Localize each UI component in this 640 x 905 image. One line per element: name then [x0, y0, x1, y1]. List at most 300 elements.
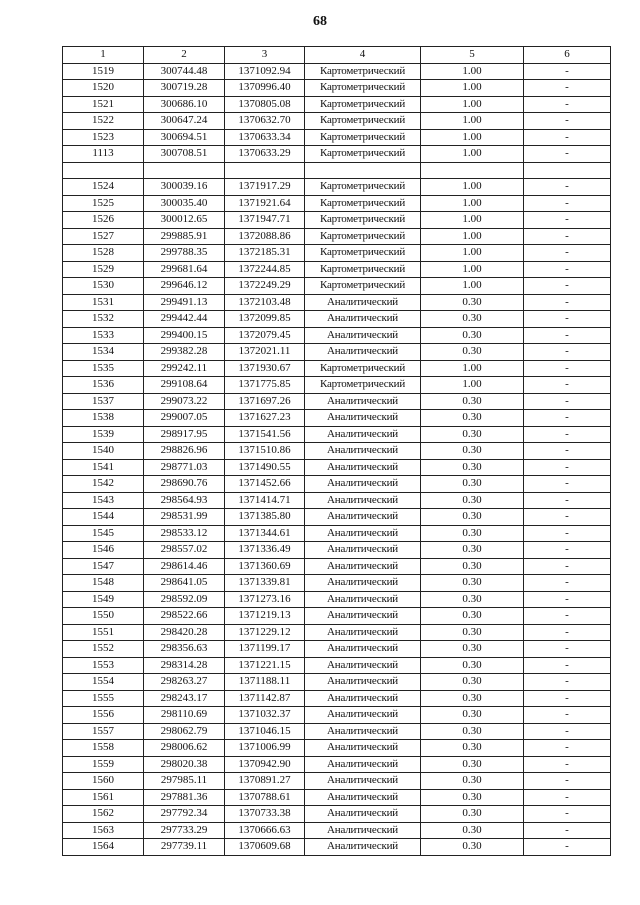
y-coordinate-cell: 1372103.48: [225, 294, 305, 311]
accuracy-cell: 0.30: [421, 591, 524, 608]
x-coordinate-cell: 298243.17: [144, 690, 225, 707]
x-coordinate-cell: 299382.28: [144, 344, 225, 361]
y-coordinate-cell: 1371921.64: [225, 195, 305, 212]
y-coordinate-cell: 1371188.11: [225, 674, 305, 691]
x-coordinate-cell: 298110.69: [144, 707, 225, 724]
note-cell: -: [524, 542, 611, 559]
note-cell: -: [524, 294, 611, 311]
table-row: [63, 657, 611, 674]
x-coordinate-cell: 298531.99: [144, 509, 225, 526]
x-coordinate-cell: 298592.09: [144, 591, 225, 608]
table-row: [63, 525, 611, 542]
table-header-row: [63, 47, 611, 64]
y-coordinate-cell: 1371339.81: [225, 575, 305, 592]
point-number-cell: 1551: [63, 624, 144, 641]
point-number-cell: 1542: [63, 476, 144, 493]
method-cell: Аналитический: [305, 723, 421, 740]
note-cell: -: [524, 245, 611, 262]
accuracy-cell: 0.30: [421, 311, 524, 328]
accuracy-cell: 0.30: [421, 525, 524, 542]
accuracy-cell: 0.30: [421, 624, 524, 641]
y-coordinate-cell: 1371360.69: [225, 558, 305, 575]
accuracy-cell: 0.30: [421, 327, 524, 344]
y-coordinate-cell: 1371775.85: [225, 377, 305, 394]
point-number-cell: 1538: [63, 410, 144, 427]
x-coordinate-cell: [144, 162, 225, 179]
point-number-cell: 1537: [63, 393, 144, 410]
note-cell: -: [524, 690, 611, 707]
method-cell: Картометрический: [305, 129, 421, 146]
table-row: [63, 608, 611, 625]
y-coordinate-cell: 1370609.68: [225, 839, 305, 856]
table-row: [63, 723, 611, 740]
table-row: [63, 591, 611, 608]
method-cell: Аналитический: [305, 542, 421, 559]
y-coordinate-cell: 1370788.61: [225, 789, 305, 806]
y-coordinate-cell: [225, 162, 305, 179]
table-row: [63, 393, 611, 410]
method-cell: Аналитический: [305, 426, 421, 443]
point-number-cell: [63, 162, 144, 179]
table-row: [63, 377, 611, 394]
y-coordinate-cell: 1371336.49: [225, 542, 305, 559]
point-number-cell: 1555: [63, 690, 144, 707]
column-header: 4: [305, 47, 421, 64]
y-coordinate-cell: 1371510.86: [225, 443, 305, 460]
note-cell: -: [524, 96, 611, 113]
table-row: [63, 212, 611, 229]
point-number-cell: 1520: [63, 80, 144, 97]
y-coordinate-cell: 1371490.55: [225, 459, 305, 476]
method-cell: Аналитический: [305, 558, 421, 575]
x-coordinate-cell: 298641.05: [144, 575, 225, 592]
point-number-cell: 1550: [63, 608, 144, 625]
y-coordinate-cell: 1371627.23: [225, 410, 305, 427]
method-cell: Аналитический: [305, 410, 421, 427]
accuracy-cell: 0.30: [421, 674, 524, 691]
y-coordinate-cell: 1371032.37: [225, 707, 305, 724]
table-row: [63, 839, 611, 856]
x-coordinate-cell: 298614.46: [144, 558, 225, 575]
table-row: [63, 113, 611, 130]
table-row: [63, 162, 611, 179]
x-coordinate-cell: 299073.22: [144, 393, 225, 410]
note-cell: -: [524, 608, 611, 625]
method-cell: Картометрический: [305, 179, 421, 196]
accuracy-cell: 0.30: [421, 608, 524, 625]
method-cell: Аналитический: [305, 443, 421, 460]
note-cell: -: [524, 839, 611, 856]
method-cell: Картометрический: [305, 228, 421, 245]
note-cell: -: [524, 525, 611, 542]
table-row: [63, 179, 611, 196]
note-cell: -: [524, 657, 611, 674]
x-coordinate-cell: 300035.40: [144, 195, 225, 212]
table-row: [63, 129, 611, 146]
method-cell: Аналитический: [305, 773, 421, 790]
point-number-cell: 1552: [63, 641, 144, 658]
point-number-cell: 1534: [63, 344, 144, 361]
accuracy-cell: 1.00: [421, 129, 524, 146]
x-coordinate-cell: 299400.15: [144, 327, 225, 344]
method-cell: Аналитический: [305, 459, 421, 476]
point-number-cell: 1548: [63, 575, 144, 592]
table-row: [63, 822, 611, 839]
x-coordinate-cell: 298314.28: [144, 657, 225, 674]
table-row: [63, 294, 611, 311]
method-cell: Аналитический: [305, 740, 421, 757]
x-coordinate-cell: 298522.66: [144, 608, 225, 625]
point-number-cell: 1560: [63, 773, 144, 790]
table-row: [63, 360, 611, 377]
point-number-cell: 1564: [63, 839, 144, 856]
y-coordinate-cell: 1371199.17: [225, 641, 305, 658]
note-cell: -: [524, 146, 611, 163]
y-coordinate-cell: 1370666.63: [225, 822, 305, 839]
x-coordinate-cell: 300719.28: [144, 80, 225, 97]
note-cell: -: [524, 228, 611, 245]
y-coordinate-cell: 1371006.99: [225, 740, 305, 757]
accuracy-cell: 1.00: [421, 113, 524, 130]
note-cell: -: [524, 113, 611, 130]
method-cell: Картометрический: [305, 212, 421, 229]
y-coordinate-cell: 1370996.40: [225, 80, 305, 97]
y-coordinate-cell: 1371414.71: [225, 492, 305, 509]
note-cell: -: [524, 756, 611, 773]
method-cell: Аналитический: [305, 525, 421, 542]
table-row: [63, 96, 611, 113]
point-number-cell: 1529: [63, 261, 144, 278]
note-cell: -: [524, 410, 611, 427]
y-coordinate-cell: 1371385.80: [225, 509, 305, 526]
table-row: [63, 228, 611, 245]
accuracy-cell: 1.00: [421, 360, 524, 377]
table-row: [63, 492, 611, 509]
method-cell: Картометрический: [305, 113, 421, 130]
x-coordinate-cell: 299442.44: [144, 311, 225, 328]
table-row: [63, 311, 611, 328]
x-coordinate-cell: 299242.11: [144, 360, 225, 377]
point-number-cell: 1535: [63, 360, 144, 377]
y-coordinate-cell: 1370632.70: [225, 113, 305, 130]
note-cell: -: [524, 509, 611, 526]
y-coordinate-cell: 1371917.29: [225, 179, 305, 196]
y-coordinate-cell: 1371273.16: [225, 591, 305, 608]
table-row: [63, 459, 611, 476]
point-number-cell: 1544: [63, 509, 144, 526]
y-coordinate-cell: 1371142.87: [225, 690, 305, 707]
method-cell: Аналитический: [305, 327, 421, 344]
point-number-cell: 1526: [63, 212, 144, 229]
accuracy-cell: 1.00: [421, 146, 524, 163]
x-coordinate-cell: 298533.12: [144, 525, 225, 542]
table-row: [63, 542, 611, 559]
method-cell: Аналитический: [305, 591, 421, 608]
point-number-cell: 1533: [63, 327, 144, 344]
x-coordinate-cell: 299108.64: [144, 377, 225, 394]
method-cell: Картометрический: [305, 195, 421, 212]
y-coordinate-cell: 1372099.85: [225, 311, 305, 328]
accuracy-cell: 0.30: [421, 773, 524, 790]
note-cell: -: [524, 377, 611, 394]
y-coordinate-cell: 1371221.15: [225, 657, 305, 674]
point-number-cell: 1525: [63, 195, 144, 212]
note-cell: -: [524, 360, 611, 377]
note-cell: -: [524, 723, 611, 740]
table-row: [63, 773, 611, 790]
x-coordinate-cell: 298420.28: [144, 624, 225, 641]
y-coordinate-cell: 1372249.29: [225, 278, 305, 295]
note-cell: -: [524, 822, 611, 839]
note-cell: -: [524, 641, 611, 658]
y-coordinate-cell: 1372088.86: [225, 228, 305, 245]
note-cell: -: [524, 129, 611, 146]
method-cell: Картометрический: [305, 63, 421, 80]
x-coordinate-cell: 297792.34: [144, 806, 225, 823]
x-coordinate-cell: 300744.48: [144, 63, 225, 80]
point-number-cell: 1545: [63, 525, 144, 542]
table-row: [63, 624, 611, 641]
accuracy-cell: [421, 162, 524, 179]
x-coordinate-cell: 300647.24: [144, 113, 225, 130]
y-coordinate-cell: 1372021.11: [225, 344, 305, 361]
point-number-cell: 1521: [63, 96, 144, 113]
accuracy-cell: 1.00: [421, 195, 524, 212]
table-row: [63, 575, 611, 592]
method-cell: Аналитический: [305, 756, 421, 773]
accuracy-cell: 1.00: [421, 228, 524, 245]
x-coordinate-cell: 298826.96: [144, 443, 225, 460]
method-cell: Аналитический: [305, 707, 421, 724]
table-row: [63, 476, 611, 493]
y-coordinate-cell: 1371046.15: [225, 723, 305, 740]
x-coordinate-cell: 298006.62: [144, 740, 225, 757]
method-cell: Картометрический: [305, 80, 421, 97]
y-coordinate-cell: 1371219.13: [225, 608, 305, 625]
accuracy-cell: 0.30: [421, 443, 524, 460]
x-coordinate-cell: 300694.51: [144, 129, 225, 146]
accuracy-cell: 1.00: [421, 245, 524, 262]
note-cell: -: [524, 806, 611, 823]
table-row: [63, 245, 611, 262]
table-row: [63, 195, 611, 212]
x-coordinate-cell: 297733.29: [144, 822, 225, 839]
table-row: [63, 707, 611, 724]
note-cell: -: [524, 476, 611, 493]
note-cell: -: [524, 575, 611, 592]
page-number: 68: [313, 14, 327, 29]
x-coordinate-cell: 299681.64: [144, 261, 225, 278]
column-header: 3: [225, 47, 305, 64]
accuracy-cell: 1.00: [421, 63, 524, 80]
table-row: [63, 146, 611, 163]
coordinates-table: [62, 46, 611, 856]
method-cell: Аналитический: [305, 393, 421, 410]
method-cell: Аналитический: [305, 690, 421, 707]
accuracy-cell: 0.30: [421, 839, 524, 856]
x-coordinate-cell: 299885.91: [144, 228, 225, 245]
accuracy-cell: 1.00: [421, 179, 524, 196]
accuracy-cell: 0.30: [421, 723, 524, 740]
method-cell: Картометрический: [305, 146, 421, 163]
x-coordinate-cell: 298690.76: [144, 476, 225, 493]
method-cell: [305, 162, 421, 179]
note-cell: -: [524, 179, 611, 196]
point-number-cell: 1547: [63, 558, 144, 575]
y-coordinate-cell: 1371930.67: [225, 360, 305, 377]
table-row: [63, 327, 611, 344]
x-coordinate-cell: 298356.63: [144, 641, 225, 658]
point-number-cell: 1530: [63, 278, 144, 295]
table-row: [63, 278, 611, 295]
method-cell: Аналитический: [305, 641, 421, 658]
note-cell: -: [524, 212, 611, 229]
accuracy-cell: 0.30: [421, 294, 524, 311]
note-cell: -: [524, 311, 611, 328]
point-number-cell: 1524: [63, 179, 144, 196]
note-cell: -: [524, 624, 611, 641]
note-cell: [524, 162, 611, 179]
table-row: [63, 443, 611, 460]
x-coordinate-cell: 298062.79: [144, 723, 225, 740]
table-row: [63, 426, 611, 443]
y-coordinate-cell: 1372079.45: [225, 327, 305, 344]
table-row: [63, 344, 611, 361]
method-cell: Картометрический: [305, 245, 421, 262]
x-coordinate-cell: 298771.03: [144, 459, 225, 476]
table-row: [63, 641, 611, 658]
table-row: [63, 789, 611, 806]
accuracy-cell: 0.30: [421, 707, 524, 724]
accuracy-cell: 0.30: [421, 426, 524, 443]
x-coordinate-cell: 299788.35: [144, 245, 225, 262]
point-number-cell: 1113: [63, 146, 144, 163]
y-coordinate-cell: 1371697.26: [225, 393, 305, 410]
method-cell: Картометрический: [305, 360, 421, 377]
table-row: [63, 756, 611, 773]
point-number-cell: 1519: [63, 63, 144, 80]
x-coordinate-cell: 298263.27: [144, 674, 225, 691]
point-number-cell: 1540: [63, 443, 144, 460]
x-coordinate-cell: 299007.05: [144, 410, 225, 427]
method-cell: Аналитический: [305, 311, 421, 328]
note-cell: -: [524, 674, 611, 691]
point-number-cell: 1556: [63, 707, 144, 724]
accuracy-cell: 0.30: [421, 806, 524, 823]
method-cell: Аналитический: [305, 806, 421, 823]
accuracy-cell: 0.30: [421, 393, 524, 410]
y-coordinate-cell: 1370633.29: [225, 146, 305, 163]
accuracy-cell: 0.30: [421, 575, 524, 592]
accuracy-cell: 0.30: [421, 657, 524, 674]
method-cell: Картометрический: [305, 278, 421, 295]
point-number-cell: 1563: [63, 822, 144, 839]
table-row: [63, 261, 611, 278]
y-coordinate-cell: 1370805.08: [225, 96, 305, 113]
method-cell: Аналитический: [305, 789, 421, 806]
y-coordinate-cell: 1371452.66: [225, 476, 305, 493]
note-cell: -: [524, 393, 611, 410]
accuracy-cell: 1.00: [421, 212, 524, 229]
column-header: 2: [144, 47, 225, 64]
accuracy-cell: 0.30: [421, 690, 524, 707]
x-coordinate-cell: 300686.10: [144, 96, 225, 113]
point-number-cell: 1522: [63, 113, 144, 130]
accuracy-cell: 0.30: [421, 410, 524, 427]
point-number-cell: 1562: [63, 806, 144, 823]
y-coordinate-cell: 1371229.12: [225, 624, 305, 641]
y-coordinate-cell: 1371947.71: [225, 212, 305, 229]
note-cell: -: [524, 492, 611, 509]
y-coordinate-cell: 1371344.61: [225, 525, 305, 542]
y-coordinate-cell: 1371092.94: [225, 63, 305, 80]
x-coordinate-cell: 299491.13: [144, 294, 225, 311]
note-cell: -: [524, 740, 611, 757]
note-cell: -: [524, 344, 611, 361]
table-row: [63, 806, 611, 823]
x-coordinate-cell: 298917.95: [144, 426, 225, 443]
point-number-cell: 1541: [63, 459, 144, 476]
table-row: [63, 509, 611, 526]
note-cell: -: [524, 63, 611, 80]
x-coordinate-cell: 300039.16: [144, 179, 225, 196]
note-cell: -: [524, 278, 611, 295]
point-number-cell: 1558: [63, 740, 144, 757]
note-cell: -: [524, 558, 611, 575]
point-number-cell: 1539: [63, 426, 144, 443]
method-cell: Аналитический: [305, 344, 421, 361]
point-number-cell: 1528: [63, 245, 144, 262]
column-header: 5: [421, 47, 524, 64]
note-cell: -: [524, 789, 611, 806]
point-number-cell: 1527: [63, 228, 144, 245]
x-coordinate-cell: 299646.12: [144, 278, 225, 295]
x-coordinate-cell: 298557.02: [144, 542, 225, 559]
accuracy-cell: 0.30: [421, 822, 524, 839]
accuracy-cell: 0.30: [421, 542, 524, 559]
method-cell: Аналитический: [305, 294, 421, 311]
accuracy-cell: 0.30: [421, 459, 524, 476]
y-coordinate-cell: 1370942.90: [225, 756, 305, 773]
accuracy-cell: 0.30: [421, 344, 524, 361]
method-cell: Аналитический: [305, 608, 421, 625]
note-cell: -: [524, 327, 611, 344]
column-header: 6: [524, 47, 611, 64]
table-row: [63, 558, 611, 575]
y-coordinate-cell: 1371541.56: [225, 426, 305, 443]
note-cell: -: [524, 195, 611, 212]
method-cell: Аналитический: [305, 839, 421, 856]
column-header: 1: [63, 47, 144, 64]
point-number-cell: 1561: [63, 789, 144, 806]
table-row: [63, 674, 611, 691]
y-coordinate-cell: 1370633.34: [225, 129, 305, 146]
point-number-cell: 1546: [63, 542, 144, 559]
method-cell: Картометрический: [305, 377, 421, 394]
note-cell: -: [524, 459, 611, 476]
y-coordinate-cell: 1372185.31: [225, 245, 305, 262]
x-coordinate-cell: 300012.65: [144, 212, 225, 229]
method-cell: Картометрический: [305, 261, 421, 278]
method-cell: Аналитический: [305, 674, 421, 691]
table-body: [63, 63, 611, 855]
x-coordinate-cell: 297739.11: [144, 839, 225, 856]
y-coordinate-cell: 1370733.38: [225, 806, 305, 823]
note-cell: -: [524, 773, 611, 790]
table-row: [63, 690, 611, 707]
point-number-cell: 1559: [63, 756, 144, 773]
y-coordinate-cell: 1370891.27: [225, 773, 305, 790]
